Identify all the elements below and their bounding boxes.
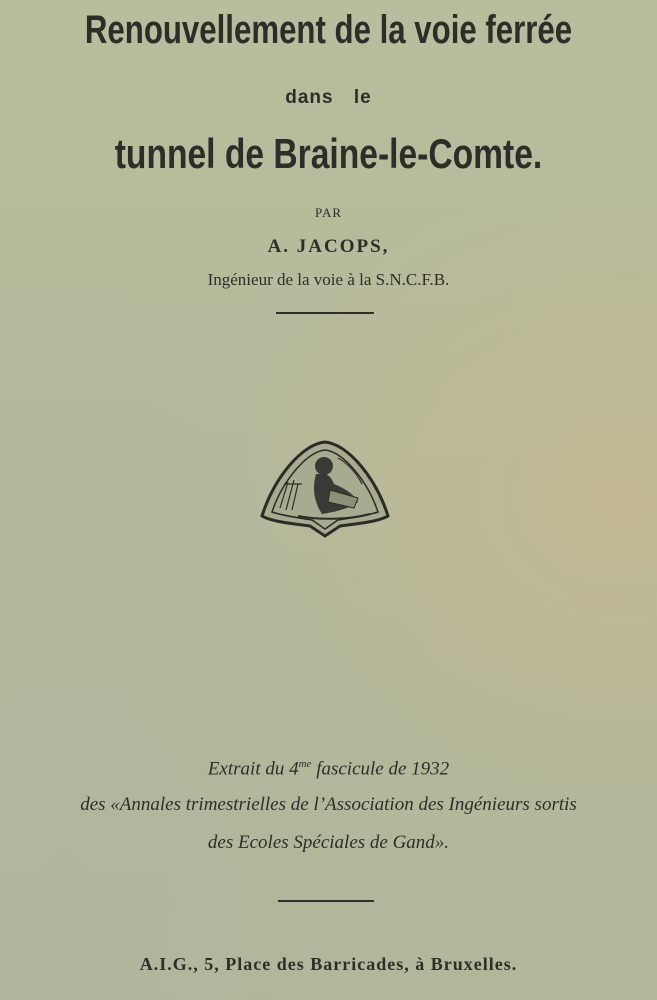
publisher-address: A.I.G., 5, Place des Barricades, à Bruxelles.	[139, 954, 518, 974]
extract-line-2: des «Annales trimestrielles de l’Association des Ingénieurs sortis	[80, 794, 577, 815]
divider-bottom	[278, 900, 374, 902]
author-role: Ingénieur de la voie à la S.N.C.F.B.	[207, 270, 450, 289]
byline-par: PAR	[314, 205, 343, 220]
extract-line-3: des Ecoles Spéciales de Gand».	[207, 832, 450, 853]
title-line-1: Renouvellement de la voie ferrée	[84, 8, 573, 52]
title-line-2: dans le	[285, 87, 372, 108]
author-name: A. JACOPS,	[267, 236, 390, 257]
divider-top	[276, 312, 374, 314]
title-line-3: tunnel de Braine-le-Comte.	[114, 130, 543, 177]
extract-line-1: Extrait du $4^{me}$ fascicule de 1932	[207, 758, 450, 780]
publisher-emblem-icon	[258, 438, 392, 538]
